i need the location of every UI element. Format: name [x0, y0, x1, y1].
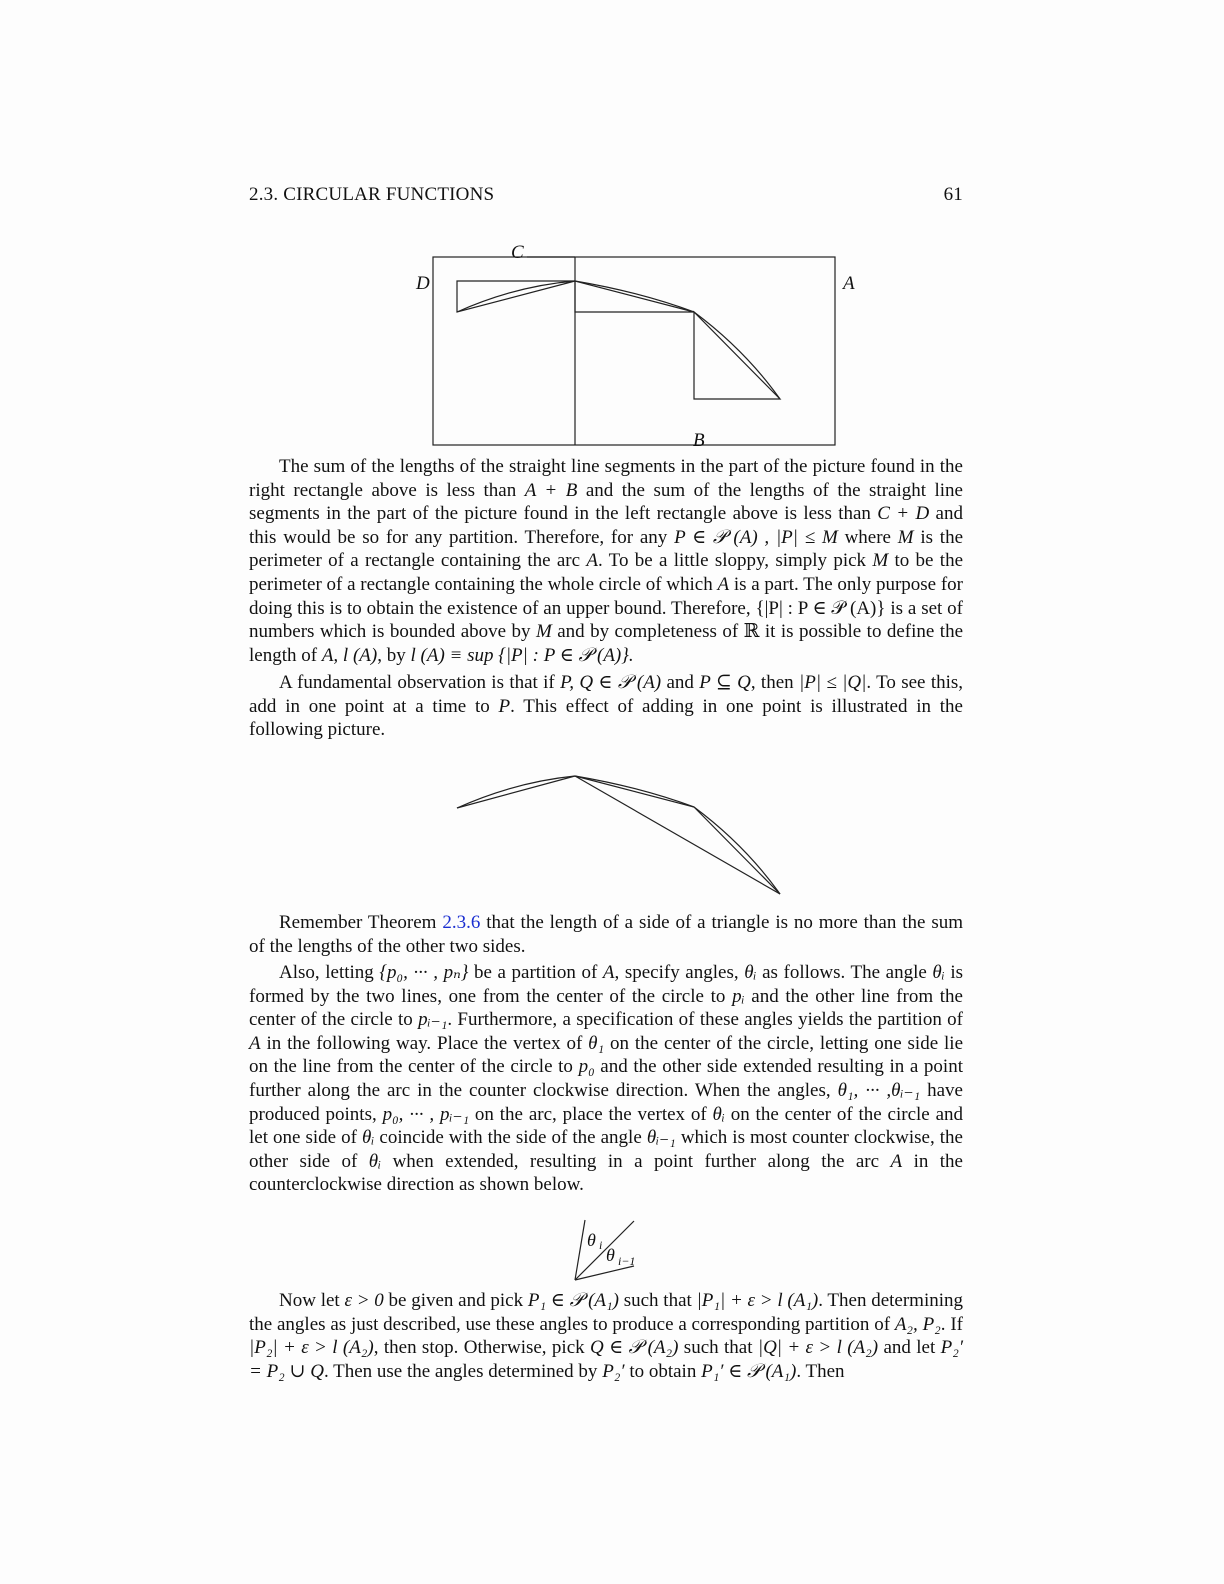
label-theta-prev-sub: i−1: [618, 1254, 636, 1268]
paragraph-2: A fundamental observation is that if P, Q ∈ 𝒫 (A) and P ⊆ Q, then |P| ≤ |Q|. To see this, add in one point at a time to P. This effect of adding in one point is illustrated in the following picture.: [249, 672, 964, 741]
label-a: A: [843, 273, 855, 294]
label-d: D: [416, 273, 430, 294]
paragraph-3: Remember Theorem 2.3.6 that the length of a side of a triangle is no more than the sum of the lengths of the other two sides.: [249, 912, 963, 957]
theorem-link[interactable]: 2.3.6: [442, 912, 481, 933]
page-number: 61: [943, 184, 963, 205]
label-theta-i-sub: i: [599, 1238, 603, 1252]
label-c: C: [511, 242, 524, 263]
section-title: 2.3. CIRCULAR FUNCTIONS: [249, 184, 495, 205]
label-theta-prev: θ: [606, 1245, 615, 1265]
paragraph-4: Also, letting {p₀, ··· , pₙ} be a partition of A, specify angles, θᵢ as follows. The angle θᵢ is formed by the two lines, one from the center of the circle to pᵢ and the other line from the center of the circle to pᵢ₋₁. Furthermore, a specification of these angles yields the partition of A in the following way. Place the vertex of θ₁ on the center of the circle, letting one side lie on the line from the center of the circle to p₀ and the other side extended resulting in a point further along the arc in the counter clockwise direction. When the angles, θ₁, ··· ,θᵢ₋₁ have produced points, p₀, ··· , pᵢ₋₁ on the arc, place the vertex of θᵢ on the center of the circle and let one side of θᵢ coincide with the side of the angle θᵢ₋₁ which is most counter clockwise, the other side of θᵢ when extended, resulting in a point further along the arc A in the counterclockwise direction as shown below.: [249, 962, 964, 1196]
label-b: B: [693, 430, 705, 451]
label-theta-i: θ: [587, 1230, 596, 1250]
angle-side-3: [575, 1266, 634, 1280]
paragraph-5: Now let ε > 0 be given and pick P₁ ∈ 𝒫 (A₁) such that |P₁| + ε > l (A₁). Then determining the angles as just described, use these angles to produce a corresponding partition of A₂, P₂. If |P₂| + ε > l (A₂), then stop. Otherwise, pick Q ∈ 𝒫 (A₂) such that |Q| + ε > l (A₂) and let P₂′ = P₂ ∪ Q. Then use the angles determined by P₂′ to obtain P₁′ ∈ 𝒫 (A₁). Then: [249, 1290, 964, 1382]
paragraph-1: The sum of the lengths of the straight line segments in the part of the picture found in the right rectangle above is less than A + B and the sum of the lengths of the straight line segments in the part of the picture found in the left rectangle above is less than C + D and this would be so for any partition. Therefore, for any P ∈ 𝒫 (A) , |P| ≤ M where M is the perimeter of a rectangle containing the arc A. To be a little sloppy, simply pick M to be the perimeter of a rectangle containing the whole circle of which A is a part. The only purpose for doing this is to obtain the existence of an upper bound. Therefore, {|P| : P ∈ 𝒫 (A)} is a set of numbers which is bounded above by M and by completeness of ℝ it is possible to define the length of A, l (A), by l (A) ≡ sup {|P| : P ∈ 𝒫 (A)}.: [249, 456, 964, 666]
